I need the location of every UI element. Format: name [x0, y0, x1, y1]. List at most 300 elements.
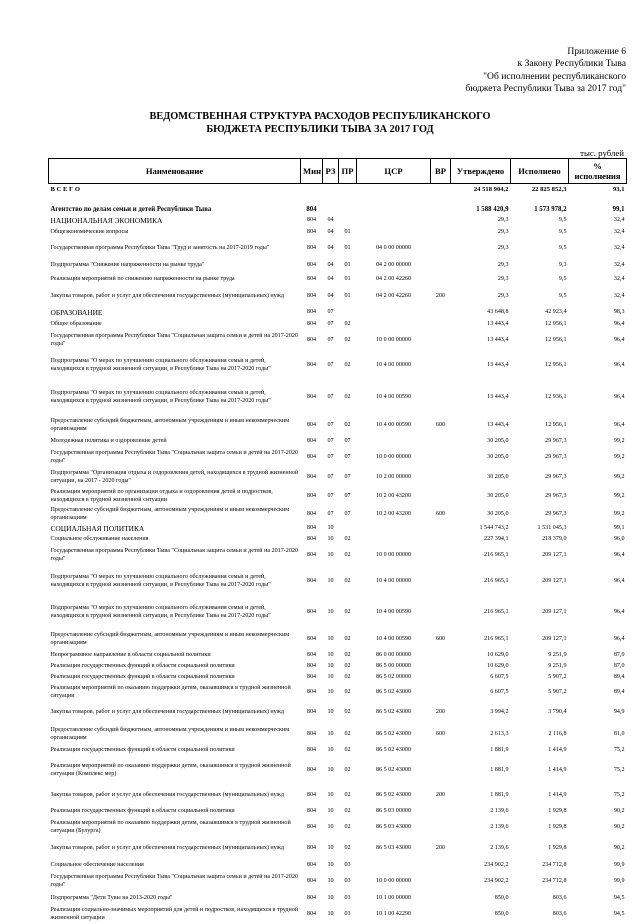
target-article-cell: 10 4 00 00000 — [375, 577, 412, 584]
subsection-code-cell: 02 — [344, 791, 351, 798]
approved-amount-cell: 29,3 — [497, 261, 509, 268]
approved-amount-cell: 13 443,4 — [487, 393, 509, 400]
executed-amount-cell: 9,3 — [558, 261, 567, 268]
executed-amount-cell: 29 967,3 — [545, 510, 567, 517]
execution-percent-cell: 32,4 — [613, 244, 625, 251]
table-row — [49, 807, 627, 818]
approved-amount-cell: 850,0 — [494, 894, 509, 901]
ministry-code-cell: 804 — [306, 674, 317, 681]
ministry-code-cell — [301, 195, 323, 205]
expense-type-cell — [431, 331, 451, 351]
approved-amount-cell: 29,3 — [497, 275, 509, 282]
expense-type-cell: 600 — [435, 421, 446, 428]
ministry-code-cell: 804 — [306, 275, 317, 282]
row-name-cell: Закупка товаров, работ и услуг для обеспечения государственных (муниципальных) нужд — [50, 791, 284, 798]
target-article-cell — [357, 216, 431, 227]
row-name-cell: Закупка товаров, работ и услуг для обеспечения государственных (муниципальных) нужд — [50, 292, 284, 299]
executed-amount-cell: 12 956,1 — [545, 321, 567, 328]
target-article-cell: 10 4 00 00000 — [375, 361, 412, 368]
executed-amount-cell: 9 251,9 — [548, 663, 567, 670]
executed-amount-cell: 209 127,1 — [542, 635, 567, 642]
table-row — [49, 320, 627, 331]
target-article-cell — [357, 195, 431, 205]
row-name-cell: Государственная программа Республики Тыва "Социальная защита семьи и детей на 2017-2020 годы" — [50, 548, 298, 562]
execution-percent-cell: 94,5 — [613, 894, 625, 901]
execution-percent-cell: 89,4 — [613, 674, 625, 681]
expense-type-cell — [431, 239, 451, 259]
section-code-cell: 07 — [327, 438, 334, 445]
section-code-cell: 10 — [327, 708, 334, 715]
executed-amount-cell: 1 531 045,3 — [537, 525, 567, 532]
subsection-code-cell: 02 — [344, 393, 351, 400]
section-code-cell: 10 — [327, 747, 334, 754]
target-article-cell — [357, 307, 431, 320]
expense-type-cell — [431, 597, 451, 629]
subsection-code-cell: 07 — [344, 492, 351, 499]
section-code-cell: 10 — [327, 730, 334, 737]
expense-type-cell: 600 — [435, 730, 446, 737]
subsection-code-cell: 07 — [344, 453, 351, 460]
expense-type-cell — [431, 216, 451, 227]
ministry-code-cell: 804 — [306, 708, 317, 715]
ministry-code-cell: 804 — [306, 910, 317, 917]
row-name-cell — [49, 195, 301, 205]
subsection-code-cell: 02 — [344, 747, 351, 754]
execution-percent-cell: 32,4 — [613, 217, 625, 224]
subsection-code-cell: 02 — [344, 663, 351, 670]
expense-type-cell — [431, 673, 451, 684]
appendix-note — [465, 46, 626, 95]
execution-percent-cell: 96,4 — [613, 608, 625, 615]
approved-amount-cell: 216 965,1 — [484, 577, 509, 584]
subsection-code-cell: 01 — [344, 292, 351, 299]
table-row — [49, 535, 627, 545]
table-row — [49, 506, 627, 524]
subsection-code-cell: 02 — [344, 336, 351, 343]
approved-amount-cell: 2 139,6 — [490, 808, 509, 815]
subsection-code-cell: 07 — [344, 510, 351, 517]
row-name-cell: Предоставление субсидий бюджетным, автономным учреждениям и иным некоммерческим организациям — [50, 418, 290, 432]
target-article-cell: 10 2 00 43200 — [375, 510, 412, 517]
subsection-code-cell: 02 — [344, 635, 351, 642]
table-row — [49, 906, 627, 924]
row-name-cell: Подпрограмма "Организация отдыха и оздоровления детей, находящихся в трудной жизненной ситуации, на 2017 - 2020 годы" — [50, 470, 299, 484]
target-article-cell: 86 5 02 43000 — [375, 747, 412, 754]
subsection-code-cell — [339, 195, 357, 205]
table-row — [49, 351, 627, 381]
table-row — [49, 307, 627, 320]
approved-amount-cell: 234 902,2 — [484, 861, 509, 868]
target-article-cell: 10 0 00 00000 — [375, 877, 412, 884]
approved-amount-cell: 6 607,5 — [490, 688, 509, 695]
row-name-cell: Реализация социально-значимых мероприятий для детей и подростков, находящихся в трудной жизненной ситуации — [50, 907, 299, 921]
approved-amount-cell: 1 881,9 — [490, 791, 509, 798]
expense-type-cell — [431, 906, 451, 924]
target-article-cell — [357, 205, 431, 216]
ministry-code-cell: 804 — [306, 438, 317, 445]
column-header-min: Мин — [301, 159, 323, 184]
executed-amount-cell: 29 967,3 — [545, 453, 567, 460]
execution-percent-cell: 99,9 — [613, 877, 625, 884]
executed-amount-cell: 12 956,1 — [545, 361, 567, 368]
execution-percent-cell: 32,4 — [613, 292, 625, 299]
ministry-code-cell: 804 — [306, 635, 317, 642]
section-code-cell: 10 — [327, 674, 334, 681]
execution-percent-cell: 99,2 — [613, 492, 625, 499]
executed-amount-cell: 29 967,3 — [545, 473, 567, 480]
expense-type-cell: 200 — [435, 708, 446, 715]
row-name-cell: Предоставление субсидий бюджетным, автономным учреждениям и иным некоммерческим организациям — [50, 632, 290, 646]
ministry-code-cell: 804 — [306, 730, 317, 737]
section-code-cell: 04 — [327, 261, 334, 268]
execution-percent-cell: 89,4 — [613, 688, 625, 695]
expense-type-cell — [431, 524, 451, 535]
expense-type-cell — [431, 892, 451, 906]
approved-amount-cell: 29,3 — [497, 292, 509, 299]
row-name-cell: Молодежная политика и оздоровление детей — [50, 438, 167, 445]
expense-type-cell — [431, 651, 451, 662]
subsection-code-cell: 02 — [344, 808, 351, 815]
executed-amount-cell: 1 573 978,2 — [534, 206, 567, 214]
executed-amount-cell: 218 379,0 — [542, 535, 567, 542]
target-article-cell: 10 4 00 00590 — [375, 608, 412, 615]
approved-amount-cell: 13 443,4 — [487, 421, 509, 428]
table-row — [49, 227, 627, 239]
approved-amount-cell: 216 965,1 — [484, 635, 509, 642]
approved-amount-cell: 216 965,1 — [484, 551, 509, 558]
expense-type-cell — [431, 381, 451, 415]
section-code-cell: 04 — [327, 217, 334, 224]
section-code-cell: 10 — [327, 844, 334, 851]
approved-amount-cell: 216 965,1 — [484, 608, 509, 615]
target-article-cell: 86 5 03 43000 — [375, 823, 412, 830]
row-name-cell: Подпрограмма "Дети Тувы на 2013-2020 годы" — [50, 894, 173, 901]
ministry-code-cell: 804 — [306, 844, 317, 851]
ministry-code-cell: 804 — [306, 766, 317, 773]
execution-percent-cell: 90,2 — [613, 844, 625, 851]
row-name-cell: Закупка товаров, работ и услуг для обеспечения государственных (муниципальных) нужд — [50, 708, 284, 715]
table-row — [49, 597, 627, 629]
executed-amount-cell: 12 956,1 — [545, 421, 567, 428]
executed-amount-cell: 12 936,1 — [545, 393, 567, 400]
row-name-cell: Социальное обеспечение населения — [50, 861, 144, 868]
row-name-cell: Непрограммное направление в области социальной политики — [50, 652, 211, 659]
expense-type-cell — [431, 818, 451, 838]
section-code-cell: 10 — [327, 535, 334, 542]
section-code-cell: 07 — [327, 453, 334, 460]
subsection-code-cell — [339, 524, 357, 535]
appendix-line: к Закону Республики Тыва — [517, 58, 626, 70]
execution-percent-cell: 32,4 — [613, 275, 625, 282]
target-article-cell — [357, 437, 431, 448]
section-code-cell: 10 — [327, 577, 334, 584]
approved-amount-cell: 2 139,6 — [490, 844, 509, 851]
ministry-code-cell: 804 — [306, 663, 317, 670]
approved-amount-cell: 24 518 904,2 — [473, 185, 509, 193]
row-name-cell: Подпрограмма "Снижение напряженности на рынке труда" — [50, 261, 205, 268]
approved-amount-cell: 30 205,0 — [487, 473, 509, 480]
section-code-cell: 07 — [327, 421, 334, 428]
executed-amount-cell: 1 929,8 — [548, 844, 567, 851]
row-name-cell: Реализация мероприятий по снижению напряженности на рынке труда — [50, 275, 235, 282]
ministry-code-cell: 804 — [306, 244, 317, 251]
approved-amount-cell: 29,3 — [497, 228, 509, 235]
row-name-cell: Реализация мероприятий по оказанию поддержки детям, оказавшимся в трудной жизненной ситуации (Булурга) — [50, 820, 291, 834]
table-row — [49, 468, 627, 488]
ministry-code-cell: 804 — [306, 453, 317, 460]
execution-percent-cell: 96,4 — [613, 321, 625, 328]
executed-amount-cell: 9,5 — [558, 228, 567, 235]
executed-amount-cell: 803,6 — [552, 894, 567, 901]
ministry-code-cell: 804 — [306, 217, 317, 224]
approved-amount-cell: 29,3 — [497, 244, 509, 251]
section-code-cell: 10 — [327, 635, 334, 642]
subsection-code-cell: 02 — [344, 823, 351, 830]
execution-percent-cell: 81,0 — [613, 730, 625, 737]
expense-type-cell — [431, 205, 451, 216]
table-row — [49, 524, 627, 535]
table-row — [49, 205, 627, 216]
approved-amount-cell: 2 139,6 — [490, 823, 509, 830]
column-header-vr: ВР — [431, 159, 451, 184]
subsection-code-cell: 02 — [344, 688, 351, 695]
table-row — [49, 545, 627, 567]
ministry-code-cell: 804 — [306, 877, 317, 884]
expense-type-cell — [431, 567, 451, 597]
table-row — [49, 184, 627, 195]
section-code-cell: 10 — [327, 688, 334, 695]
execution-percent-cell: 75,2 — [613, 747, 625, 754]
ministry-code-cell — [301, 184, 323, 195]
row-name-cell: Государственная программа Республики Тыва "Социальная защита семьи и детей на 2017-2020 годы" — [50, 333, 298, 347]
approved-amount-cell: 10 629,0 — [487, 663, 509, 670]
execution-percent-cell: 96,4 — [613, 336, 625, 343]
execution-percent-cell: 94,5 — [613, 910, 625, 917]
ministry-code-cell: 804 — [306, 336, 317, 343]
ministry-code-cell: 804 — [306, 473, 317, 480]
ministry-code-cell: 804 — [306, 510, 317, 517]
expenditure-table — [48, 158, 627, 924]
ministry-code-cell: 804 — [306, 525, 317, 532]
approved-amount-cell: 2 613,3 — [490, 730, 509, 737]
executed-amount-cell: 3 790,4 — [548, 708, 567, 715]
row-name-cell: Реализация мероприятий по оказанию поддержки детям, оказавшимся в трудной жизненной ситуации (Комплекс мер) — [50, 763, 291, 777]
section-code-cell: 10 — [327, 861, 334, 868]
executed-amount-cell: 9,5 — [558, 217, 567, 224]
row-name-cell: Социальное обслуживание населения — [50, 535, 149, 542]
ministry-code-cell: 804 — [306, 206, 317, 214]
section-code-cell: 04 — [327, 292, 334, 299]
target-article-cell: 10 0 00 00000 — [375, 551, 412, 558]
expense-type-cell — [431, 872, 451, 892]
table-row — [49, 757, 627, 785]
table-row — [49, 892, 627, 906]
subsection-code-cell: 02 — [344, 551, 351, 558]
execution-percent-cell: 96,4 — [613, 393, 625, 400]
approved-amount-cell: 13 443,4 — [487, 321, 509, 328]
execution-percent-cell: 99,2 — [613, 438, 625, 445]
execution-percent-cell: 96,0 — [613, 535, 625, 542]
executed-amount-cell: 5 907,2 — [548, 688, 567, 695]
ministry-code-cell: 804 — [306, 535, 317, 542]
subsection-code-cell: 02 — [344, 730, 351, 737]
section-code-cell: 07 — [327, 492, 334, 499]
expense-type-cell — [431, 437, 451, 448]
target-article-cell: 86 5 02 43000 — [375, 730, 412, 737]
execution-percent-cell: 99,9 — [613, 861, 625, 868]
ministry-code-cell: 804 — [306, 261, 317, 268]
section-code-cell — [323, 195, 339, 205]
row-name-cell: НАЦИОНАЛЬНАЯ ЭКОНОМИКА — [50, 216, 163, 226]
subsection-code-cell: 02 — [344, 421, 351, 428]
ministry-code-cell: 804 — [306, 321, 317, 328]
row-name-cell: Реализация государственных функций в области социальной политики — [50, 808, 235, 815]
subsection-code-cell: 03 — [344, 910, 351, 917]
execution-percent-cell: 96,4 — [613, 577, 625, 584]
subsection-code-cell — [339, 205, 357, 216]
execution-percent-cell: 99,2 — [613, 473, 625, 480]
expense-type-cell: 200 — [435, 844, 446, 851]
target-article-cell: 04 0 00 00000 — [375, 244, 412, 251]
table-row — [49, 415, 627, 437]
table-row — [49, 239, 627, 259]
table-row — [49, 785, 627, 807]
executed-amount-cell: 29 967,3 — [545, 492, 567, 499]
executed-amount-cell: 1 414,9 — [548, 766, 567, 773]
execution-percent-cell: 93,1 — [612, 185, 625, 193]
execution-percent-cell: 75,2 — [613, 791, 625, 798]
row-name-cell: Государственная программа Республики Тыва "Социальная защита семьи и детей на 2017-2020 годы" — [50, 874, 298, 888]
column-header-approved: Утверждено — [451, 159, 511, 184]
execution-percent-cell: 99,2 — [613, 510, 625, 517]
expense-type-cell — [431, 545, 451, 567]
ministry-code-cell: 804 — [306, 551, 317, 558]
subsection-code-cell: 02 — [344, 535, 351, 542]
subsection-code-cell: 01 — [344, 275, 351, 282]
table-row — [49, 488, 627, 506]
executed-amount-cell: 1 414,9 — [548, 747, 567, 754]
target-article-cell: 10 0 00 00000 — [375, 453, 412, 460]
row-name-cell: Реализация мероприятий по организации отдыха и оздоровления детей и подростков, находящихся в трудной жизненной ситуации — [50, 489, 273, 503]
executed-amount-cell: 9,5 — [558, 244, 567, 251]
section-code-cell: 07 — [327, 336, 334, 343]
row-name-cell: Общеэкономические вопросы — [50, 228, 129, 235]
target-article-cell: 86 5 03 00000 — [375, 808, 412, 815]
expense-type-cell — [431, 468, 451, 488]
row-name-cell: Подпрограмма "О мерах по улучшению социального обслуживания семьи и детей, находящихся в трудной жизненной ситуации, в Республике Тыва на 2017-2020 годы" — [50, 574, 271, 588]
table-row — [49, 651, 627, 662]
subsection-code-cell — [339, 307, 357, 320]
table-row — [49, 195, 627, 205]
expense-type-cell — [431, 351, 451, 381]
table-row — [49, 702, 627, 724]
subsection-code-cell: 02 — [344, 577, 351, 584]
section-code-cell: 07 — [327, 393, 334, 400]
title-line: ВЕДОМСТВЕННАЯ СТРУКТУРА РАСХОДОВ РЕСПУБЛИКАНСКОГО — [149, 111, 491, 122]
subsection-code-cell: 07 — [344, 473, 351, 480]
table-row — [49, 216, 627, 227]
table-row — [49, 567, 627, 597]
section-code-cell: 10 — [327, 652, 334, 659]
column-header-rz: РЗ — [323, 159, 339, 184]
executed-amount-cell: 1 929,8 — [548, 808, 567, 815]
executed-amount-cell: 2 116,8 — [548, 730, 567, 737]
executed-amount-cell: 209 127,1 — [542, 577, 567, 584]
expense-type-cell: 200 — [435, 292, 446, 299]
table-row — [49, 381, 627, 415]
row-name-cell: Общее образование — [50, 321, 102, 328]
row-name-cell: Реализация государственных функций в области социальной политики — [50, 663, 235, 670]
row-name-cell: ОБРАЗОВАНИЕ — [50, 308, 103, 318]
table-row — [49, 287, 627, 307]
appendix-line: "Об исполнении республиканского — [483, 70, 626, 82]
table-row — [49, 259, 627, 273]
ministry-code-cell: 804 — [306, 861, 317, 868]
subsection-code-cell: 02 — [344, 361, 351, 368]
executed-amount-cell: 29 967,3 — [545, 438, 567, 445]
execution-percent-cell: 87,0 — [613, 663, 625, 670]
row-name-cell: Подпрограмма "О мерах по улучшению социального обслуживания семьи и детей, находящихся в трудной жизненной ситуации, в Республике Тыва на 2017-2020 годы" — [50, 390, 271, 404]
target-article-cell: 86 5 02 43000 — [375, 708, 412, 715]
expense-type-cell — [431, 662, 451, 673]
subsection-code-cell: 03 — [344, 877, 351, 884]
subsection-code-cell: 03 — [344, 861, 351, 868]
section-code-cell: 10 — [327, 808, 334, 815]
approved-amount-cell: 13 443,4 — [487, 336, 509, 343]
approved-amount-cell: 30 205,0 — [487, 492, 509, 499]
target-article-cell — [357, 535, 431, 545]
section-code-cell: 10 — [327, 910, 334, 917]
executed-amount-cell: 209 127,1 — [542, 551, 567, 558]
section-code-cell: 10 — [327, 663, 334, 670]
expense-type-cell — [431, 535, 451, 545]
row-name-cell: Реализация государственных функций в области социальной политики — [50, 674, 235, 681]
target-article-cell: 04 2 00 42260 — [375, 275, 412, 282]
ministry-code-cell: 804 — [306, 747, 317, 754]
row-name-cell: Подпрограмма "О мерах по улучшению социального обслуживания семьи и детей, находящихся в трудной жизненной ситуации, в Республике Тыва на 2017-2020 годы" — [50, 605, 271, 619]
approved-amount-cell: 30 205,0 — [487, 510, 509, 517]
execution-percent-cell: 96,4 — [613, 551, 625, 558]
expense-type-cell — [431, 259, 451, 273]
target-article-cell: 10 4 00 00590 — [375, 421, 412, 428]
execution-percent-cell: 99,1 — [613, 525, 625, 532]
table-row — [49, 838, 627, 860]
approved-amount-cell: 234 902,2 — [484, 877, 509, 884]
ministry-code-cell: 804 — [306, 608, 317, 615]
ministry-code-cell: 804 — [306, 823, 317, 830]
table-row — [49, 872, 627, 892]
ministry-code-cell: 804 — [306, 791, 317, 798]
executed-amount-cell: 209 127,1 — [542, 608, 567, 615]
target-article-cell — [357, 524, 431, 535]
executed-amount-cell: 9,5 — [558, 275, 567, 282]
approved-amount-cell: 43 648,8 — [487, 309, 509, 316]
expense-type-cell — [431, 860, 451, 872]
expense-type-cell: 600 — [435, 635, 446, 642]
ministry-code-cell: 804 — [306, 292, 317, 299]
expense-type-cell — [431, 307, 451, 320]
section-code-cell: 10 — [327, 877, 334, 884]
section-code-cell: 07 — [327, 321, 334, 328]
execution-percent-cell: 96,4 — [613, 635, 625, 642]
execution-percent-cell — [569, 195, 627, 205]
column-header-percent: % исполнения — [569, 159, 627, 184]
title-line: БЮДЖЕТА РЕСПУБЛИКИ ТЫВА ЗА 2017 ГОД — [206, 124, 434, 135]
section-code-cell: 07 — [327, 309, 334, 316]
ministry-code-cell: 804 — [306, 688, 317, 695]
subsection-code-cell: 02 — [344, 708, 351, 715]
executed-amount-cell: 12 956,1 — [545, 336, 567, 343]
